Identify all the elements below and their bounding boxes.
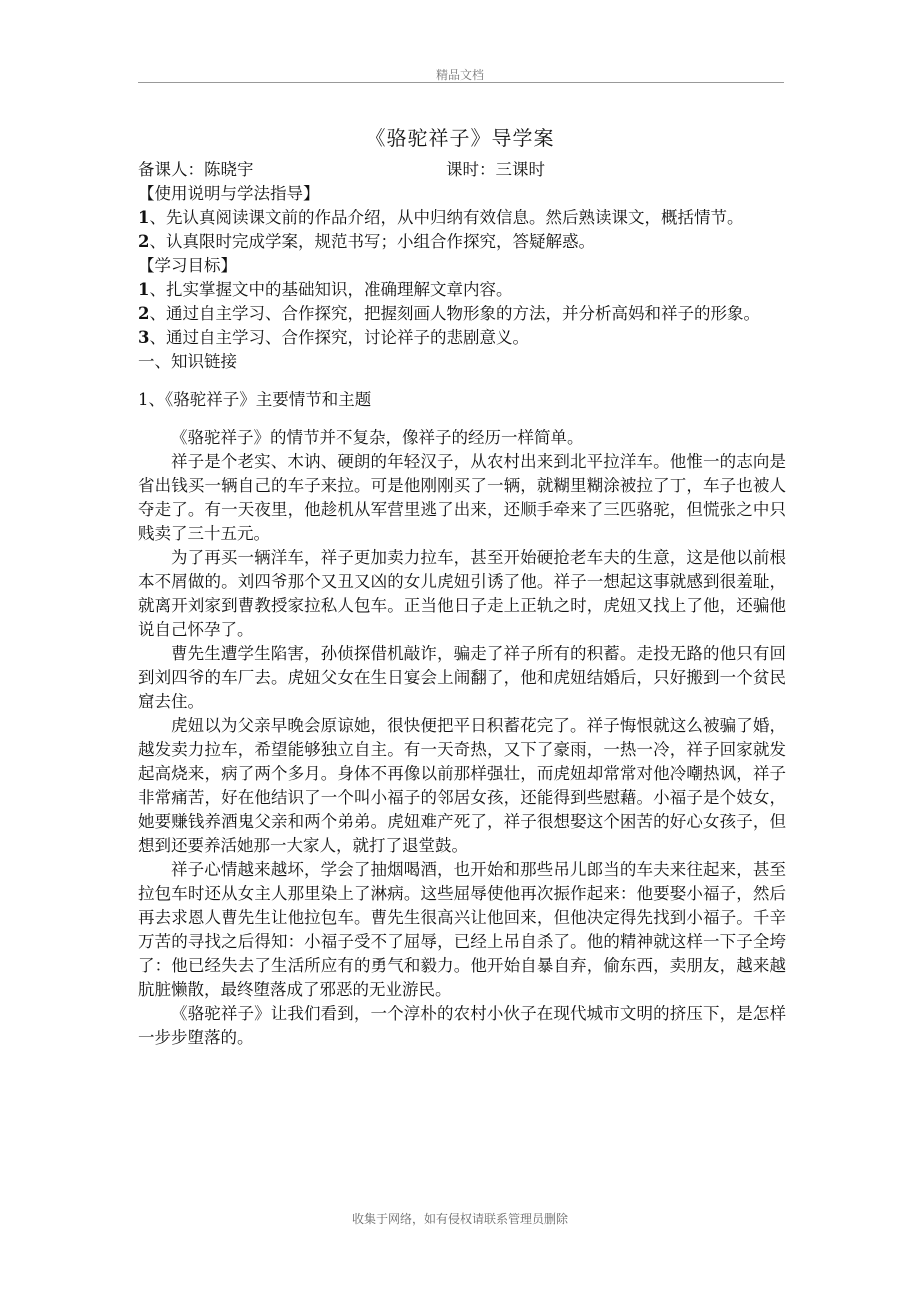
document-title: 《骆驼祥子》导学案 [365,126,555,150]
list-number: 3 [138,328,150,347]
list-number: 2 [138,232,150,251]
paragraph: 为了再买一辆洋车，祥子更加卖力拉车，甚至开始硬抢老车夫的生意，这是他以前根本不屑做的。刘四爷那个又丑又凶的女儿虎妞引诱了他。祥子一想起这事就感到很羞耻，就离开刘家到曹教授家拉私人包车。正当他日子走上正轨之时，虎妞又找上了他，还骗他说自己怀孕了。 [138,548,786,639]
goal-item-3 [138,326,786,350]
paragraph: 《骆驼祥子》的情节并不复杂，像祥子的经历一样简单。 [171,428,584,447]
goal-item-1 [138,278,786,302]
list-text: 、通过自主学习、合作探究，讨论祥子的悲剧意义。 [149,328,529,347]
goal-item-2 [138,302,786,326]
goals-heading: 【学习目标】 [138,256,237,275]
list-text: 、扎实掌握文中的基础知识，准确理解文章内容。 [149,280,513,299]
meta-row [138,158,786,182]
usage-item-1 [138,206,786,230]
plot-subheading: 1、《骆驼祥子》主要情节和主题 [138,390,372,409]
knowledge-heading: 一、知识链接 [138,352,237,371]
page-footer: 收集于网络，如有侵权请联系管理员删除 [351,1212,568,1226]
list-text: 、通过自主学习、合作探究，把握刻画人物形象的方法，并分析高妈和祥子的形象。 [149,304,760,323]
preparer-label: 备课人：陈晓宇 [138,160,254,179]
paragraph: 祥子心情越来越坏，学会了抽烟喝酒，也开始和那些吊儿郎当的车夫来往起来，甚至拉包车时还从女主人那里染上了淋病。这些屈辱使他再次振作起来：他要娶小福子，然后再去求恩人曹先生让他拉包车。曹先生很高兴让他回来，但他决定得先找到小福子。千辛万苦的寻找之后得知：小福子受不了屈辱，已经上吊自杀了。他的精神就这样一下子全垮了：他已经失去了生活所应有的勇气和毅力。他开始自暴自弃，偷东西，卖朋友，越来越肮脏懒散，最终堕落成了邪恶的无业游民。 [138,860,786,999]
header-divider [138,82,784,83]
usage-heading: 【使用说明与学法指导】 [138,184,320,203]
page-header: 精品文档 [435,68,484,82]
class-hours-label: 课时：三课时 [446,160,545,179]
list-number: 2 [138,304,150,323]
paragraph: 曹先生遭学生陷害，孙侦探借机敲诈，骗走了祥子所有的积蓄。走投无路的他只有回到刘四爷的车厂去。虎妞父女在生日宴会上闹翻了，他和虎妞结婚后，只好搬到一个贫民窟去住。 [138,644,786,711]
list-text: 、认真限时完成学案，规范书写；小组合作探究，答疑解惑。 [149,232,595,251]
paragraph: 祥子是个老实、木讷、硬朗的年轻汉子，从农村出来到北平拉洋车。他惟一的志向是省出钱买一辆自己的车子来拉。可是他刚刚买了一辆，就糊里糊涂被拉了丁，车子也被人夺走了。有一天夜里，他趁机从军营里逃了出来，还顺手牵来了三匹骆驼，但慌张之中只贱卖了三十五元。 [138,452,786,543]
list-text: 、先认真阅读课文前的作品介绍，从中归纳有效信息。然后熟读课文，概括情节。 [149,208,744,227]
list-number: 1 [138,208,150,227]
paragraph: 《骆驼祥子》让我们看到，一个淳朴的农村小伙子在现代城市文明的挤压下，是怎样一步步堕落的。 [138,1004,786,1047]
usage-item-2 [138,230,786,254]
document-body [138,158,786,1050]
list-number: 1 [138,280,150,299]
paragraph: 虎妞以为父亲早晚会原谅她，很快便把平日积蓄花完了。祥子悔恨就这么被骗了婚，越发卖力拉车，希望能够独立自主。有一天奇热，又下了豪雨，一热一冷，祥子回家就发起高烧来，病了两个多月。身体不再像以前那样强壮，而虎妞却常常对他冷嘲热讽，祥子非常痛苦，好在他结识了一个叫小福子的邻居女孩，还能得到些慰藉。小福子是个妓女，她要赚钱养酒鬼父亲和两个弟弟。虎妞难产死了，祥子很想娶这个困苦的好心女孩子，但想到还要养活她那一大家人，就打了退堂鼓。 [138,716,786,855]
